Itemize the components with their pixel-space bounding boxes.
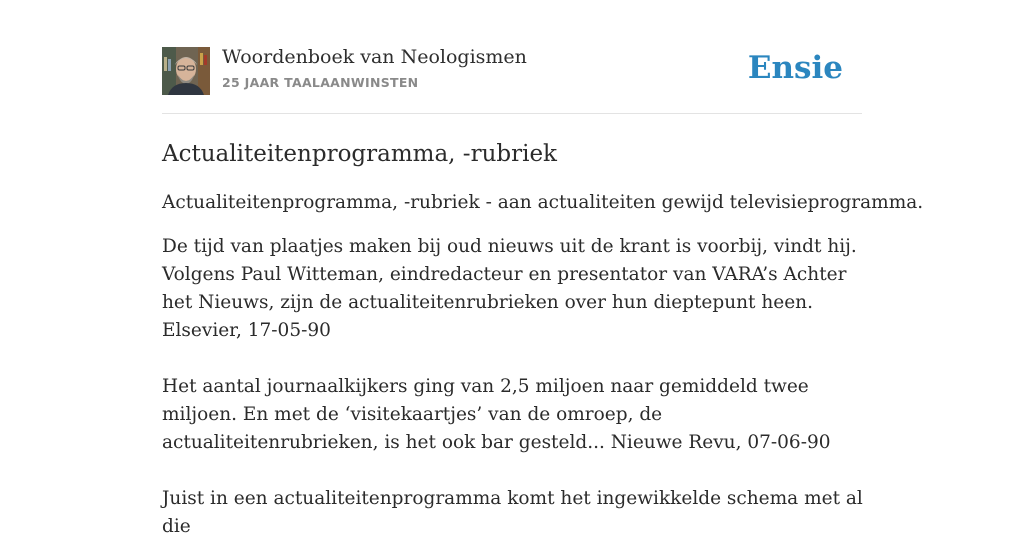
site-header [162, 0, 862, 114]
page-container [162, 0, 924, 541]
brand-logo-link[interactable]: Ensie [747, 50, 843, 86]
entry-definition: Actualiteitenprogramma, -rubriek - aan actualiteiten gewijd televisieprogramma. [162, 192, 924, 213]
quotes-list [162, 233, 862, 541]
site-title-link[interactable]: Woordenboek van Neologismen [222, 46, 527, 68]
avatar-portrait-icon [162, 47, 210, 95]
author-avatar[interactable] [162, 47, 210, 95]
quote-paragraph: Juist in een actualiteitenprogramma komt het ingewikkelde schema met al die [162, 488, 863, 537]
entry-title: Actualiteitenprogramma, -rubriek [162, 141, 557, 167]
quote-paragraph: De tijd van plaatjes maken bij oud nieuws uit de krant is voorbij, vindt hij. Volgens Paul Witteman, eindredacteur en presentator van VARA’s Achter het Nieuws, zijn de actualiteitenrubrieken over hun dieptepunt heen. Elsevier, 17-05-90 [162, 236, 857, 341]
site-subtitle: 25 JAAR TAALAANWINSTEN [222, 75, 419, 90]
quote-paragraph: Het aantal journaalkijkers ging van 2,5 miljoen naar gemiddeld twee miljoen. En met de ‘visitekaartjes’ van de omroep, de actualiteitenrubrieken, is het ook bar gesteld... Nieuwe Revu, 07-06-90 [162, 376, 831, 453]
